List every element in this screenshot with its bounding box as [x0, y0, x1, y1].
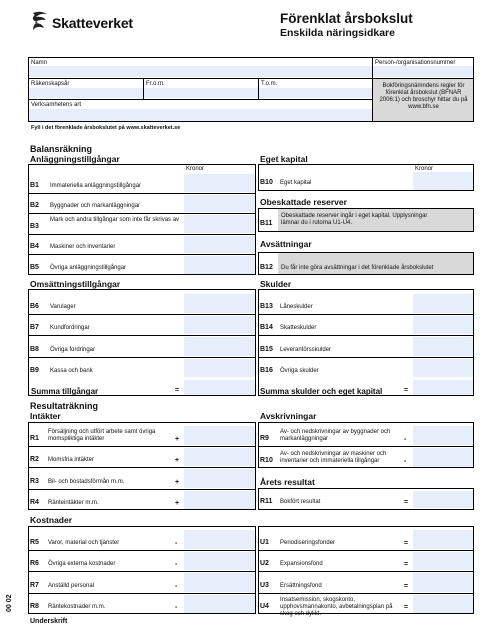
b6-code: B6 [30, 302, 39, 310]
r4-sign: + [175, 500, 180, 507]
costs-head: Kostnader [30, 515, 73, 525]
result-title: Resultaträkning [30, 401, 99, 411]
r7-sign: - [175, 582, 178, 590]
fiscal-year-field[interactable] [29, 88, 143, 98]
u4-label: Insatsemission, skogskonto, upphovsmannakonto, avbetalningsplan på skog och dylikt. [280, 597, 393, 617]
sum-assets-field[interactable] [184, 380, 255, 395]
business-type-field[interactable] [29, 109, 372, 121]
r4-field[interactable] [184, 491, 255, 510]
to-label: T.o.m. [261, 81, 278, 87]
r11-field[interactable] [413, 491, 473, 508]
u2-sign: = [404, 561, 409, 568]
b13-code: B13 [260, 302, 273, 310]
sum-debts-label: Summa skulder och eget kapital [260, 387, 383, 396]
r9-label: Av- och nedskrivningar av byggnader och markanläggningar [280, 429, 391, 442]
r1-code: R1 [30, 434, 39, 442]
r3-divider [28, 467, 256, 468]
b5-code: B5 [30, 264, 39, 271]
b2-code: B2 [30, 202, 39, 210]
b10-code: B10 [260, 179, 273, 186]
b16-code: B16 [260, 367, 273, 374]
r10-sign: - [404, 458, 407, 465]
r5-sign: - [175, 539, 178, 547]
sum-assets-label: Summa tillgångar [31, 387, 99, 396]
b2-field[interactable] [184, 195, 255, 213]
b2-label: Byggnader och markanläggningar [50, 203, 141, 210]
b8-label: Övriga fordringar [50, 346, 96, 353]
b4-label: Maskiner och inventarier [50, 244, 116, 251]
skatteverket-logo [30, 10, 150, 36]
u4-code: U4 [260, 603, 269, 610]
fiscal-year-label: Räkenskapsår [31, 81, 70, 87]
r8-field[interactable] [184, 595, 255, 614]
b8-divider [28, 335, 256, 336]
b14-divider [258, 314, 474, 315]
b5-field[interactable] [184, 256, 255, 274]
b10-label: Eget kapital [280, 180, 312, 186]
r3-code: R3 [30, 477, 39, 485]
u2-divider [258, 550, 474, 551]
balance-title: Balansräkning [30, 144, 93, 154]
signature-head: Underskrift [30, 618, 68, 625]
r8-sign: - [175, 604, 178, 611]
side-code: 00 02 [6, 594, 13, 612]
brand-name: Skatteverket [52, 15, 133, 31]
r6-code: R6 [30, 560, 39, 567]
b7-code: B7 [30, 324, 39, 331]
crown-icon [30, 10, 50, 32]
b1-code: B1 [30, 181, 39, 189]
r2-field[interactable] [184, 448, 255, 467]
r7-code: R7 [30, 581, 39, 589]
r5-field[interactable] [184, 530, 255, 549]
b9-label: Kassa och bank [50, 368, 93, 374]
b4-field[interactable] [184, 236, 255, 254]
b14-code: B14 [260, 324, 273, 331]
b15-field[interactable] [413, 337, 473, 356]
r6-label: Övriga externa kostnader [48, 561, 116, 567]
b1-label: Immateriella anläggningstillgångar [50, 182, 142, 189]
b9-divider [28, 357, 256, 358]
b15-label: Leverantörsskulder [280, 346, 332, 353]
name-label: Namn [31, 60, 48, 66]
r4-code: R4 [30, 499, 39, 506]
equity-head: Eget kapital [260, 154, 308, 164]
u2-code: U2 [260, 560, 269, 567]
r6-field[interactable] [184, 552, 255, 571]
b7-label: Kundfordringar [50, 325, 90, 331]
r9-field[interactable] [413, 426, 473, 445]
b8-field[interactable] [184, 337, 255, 356]
r6-sign: - [175, 561, 178, 568]
u3-divider [258, 571, 474, 572]
b14-label: Skatteskulder [280, 325, 317, 331]
r3-sign: + [175, 478, 180, 486]
debts-head: Skulder [260, 279, 292, 289]
r1-field[interactable] [184, 426, 255, 445]
u2-label: Expansionsfond [280, 561, 323, 567]
sum-debts-eq: = [404, 387, 409, 394]
r8-label: Räntekostnader m.m. [48, 604, 106, 610]
sum-assets-eq: = [175, 387, 180, 394]
current-assets-head: Omsättningstillgångar [30, 279, 121, 289]
b6-field[interactable] [184, 294, 255, 313]
u3-field[interactable] [413, 573, 473, 592]
b1-field[interactable] [184, 174, 255, 192]
sum-debts-field[interactable] [413, 380, 473, 395]
r11-label: Bokfört resultat [280, 499, 321, 505]
b9-field[interactable] [184, 359, 255, 378]
b13-label: Låneskulder [280, 303, 313, 310]
b3-label: Mark och andra tillgångar som inte får skrivas av [50, 216, 180, 223]
r10-code: R10 [260, 457, 273, 464]
r6-divider [28, 550, 256, 551]
r8-divider [28, 593, 256, 594]
orgnr-label: Person-/organisationsnummer [375, 60, 456, 66]
b5-label: Övriga anläggningstillgångar [50, 265, 127, 271]
r11-code: R11 [260, 498, 273, 505]
u3-code: U3 [260, 581, 269, 589]
depreciation-head: Avskrivningar [260, 411, 317, 421]
r2-code: R2 [30, 456, 39, 463]
b4-code: B4 [30, 243, 39, 251]
currency-label-right: Kronor [415, 166, 434, 172]
b3-code: B3 [30, 222, 39, 230]
r11-sign: = [404, 499, 409, 506]
b14-field[interactable] [413, 316, 473, 335]
u3-sign: = [404, 582, 409, 590]
r1-sign: + [175, 435, 180, 443]
r7-divider [28, 571, 256, 572]
u4-sign: = [404, 604, 409, 611]
income-head: Intäkter [30, 411, 61, 421]
r2-label: Momsfria intäkter [48, 457, 95, 463]
u2-field[interactable] [413, 552, 473, 571]
orgnr-field[interactable] [373, 66, 473, 77]
r9-code: R9 [260, 435, 269, 442]
b3-divider [28, 213, 256, 214]
r9-sign: - [404, 436, 407, 443]
r2-sign: + [175, 457, 180, 464]
fill-note: Fyll i det förenklade årsbokslutet på www.skatteverket.se [31, 125, 181, 131]
u1-sign: = [404, 539, 409, 547]
u1-code: U1 [260, 538, 269, 546]
b16-divider [258, 357, 474, 358]
fixed-assets-head: Anläggningstillgångar [30, 154, 120, 164]
b16-label: Övriga skulder [280, 368, 319, 374]
r5-label: Varor, material och tjänster [48, 539, 120, 546]
provisions-head: Avsättningar [260, 239, 312, 249]
r10-divider [258, 446, 474, 447]
name-field[interactable] [29, 66, 372, 77]
form-title: Förenklat årsbokslut [280, 11, 413, 26]
b15-code: B15 [260, 345, 273, 353]
u1-field[interactable] [413, 530, 473, 549]
r1-label: Försäljning och utfört arbete samt övriga momspliktiga intäkter [48, 428, 156, 442]
b10-field[interactable] [413, 172, 473, 190]
b7-field[interactable] [184, 316, 255, 335]
b3-field[interactable] [184, 215, 255, 233]
b6-label: Varulager [50, 303, 76, 310]
r3-label: Bil- och bostadsförmån m.m. [48, 478, 125, 485]
from-label: Fr.o.m. [146, 81, 165, 87]
b13-field[interactable] [413, 294, 473, 313]
b2-divider [28, 193, 256, 194]
b16-field[interactable] [413, 359, 473, 378]
u4-divider [258, 593, 474, 594]
b12-code: B12 [260, 264, 273, 271]
form-subtitle: Enskilda näringsidkare [280, 27, 395, 39]
year-result-head: Årets resultat [260, 477, 315, 487]
currency-label-left: Kronor [186, 166, 205, 172]
b12-label: Du får inte göra avsättningar i det förenklade årsbokslutet [281, 265, 434, 271]
b8-code: B8 [30, 345, 39, 353]
b4-divider [28, 234, 256, 235]
r5-code: R5 [30, 538, 39, 546]
b9-code: B9 [30, 367, 39, 374]
bfn-note: Bokföringsnämndens regler för förenklat årsbokslut (BFNAR 2006:1) och broschyr hittar du på www.bfn.se [379, 83, 468, 110]
u3-label: Ersättningsfond [280, 582, 322, 589]
business-type-label: Verksamhetens art [31, 102, 82, 108]
b11-label: Obeskattade reserver ingår i eget kapital. Upplysningar lämnar du i rutorna U1-U4. [281, 213, 428, 226]
r7-label: Anställd personal [48, 582, 95, 589]
b5-divider [28, 254, 256, 255]
r4-label: Ränteintäkter m.m. [48, 500, 99, 506]
u4-field[interactable] [413, 595, 473, 614]
b7-divider [28, 314, 256, 315]
b11-code: B11 [260, 220, 273, 227]
from-field[interactable] [144, 88, 258, 98]
r2-divider [28, 446, 256, 447]
r3-field[interactable] [184, 469, 255, 488]
r8-code: R8 [30, 603, 39, 610]
u1-label: Periodiseringsfonder [280, 539, 336, 546]
r4-divider [28, 489, 256, 490]
r10-field[interactable] [413, 448, 473, 467]
r7-field[interactable] [184, 573, 255, 592]
untaxed-reserves-head: Obeskattade reserver [260, 197, 347, 207]
to-field[interactable] [259, 88, 372, 98]
r10-label: Av- och nedskrivningar av maskiner och inventarier och immateriella tillgångar [280, 451, 387, 464]
b15-divider [258, 335, 474, 336]
